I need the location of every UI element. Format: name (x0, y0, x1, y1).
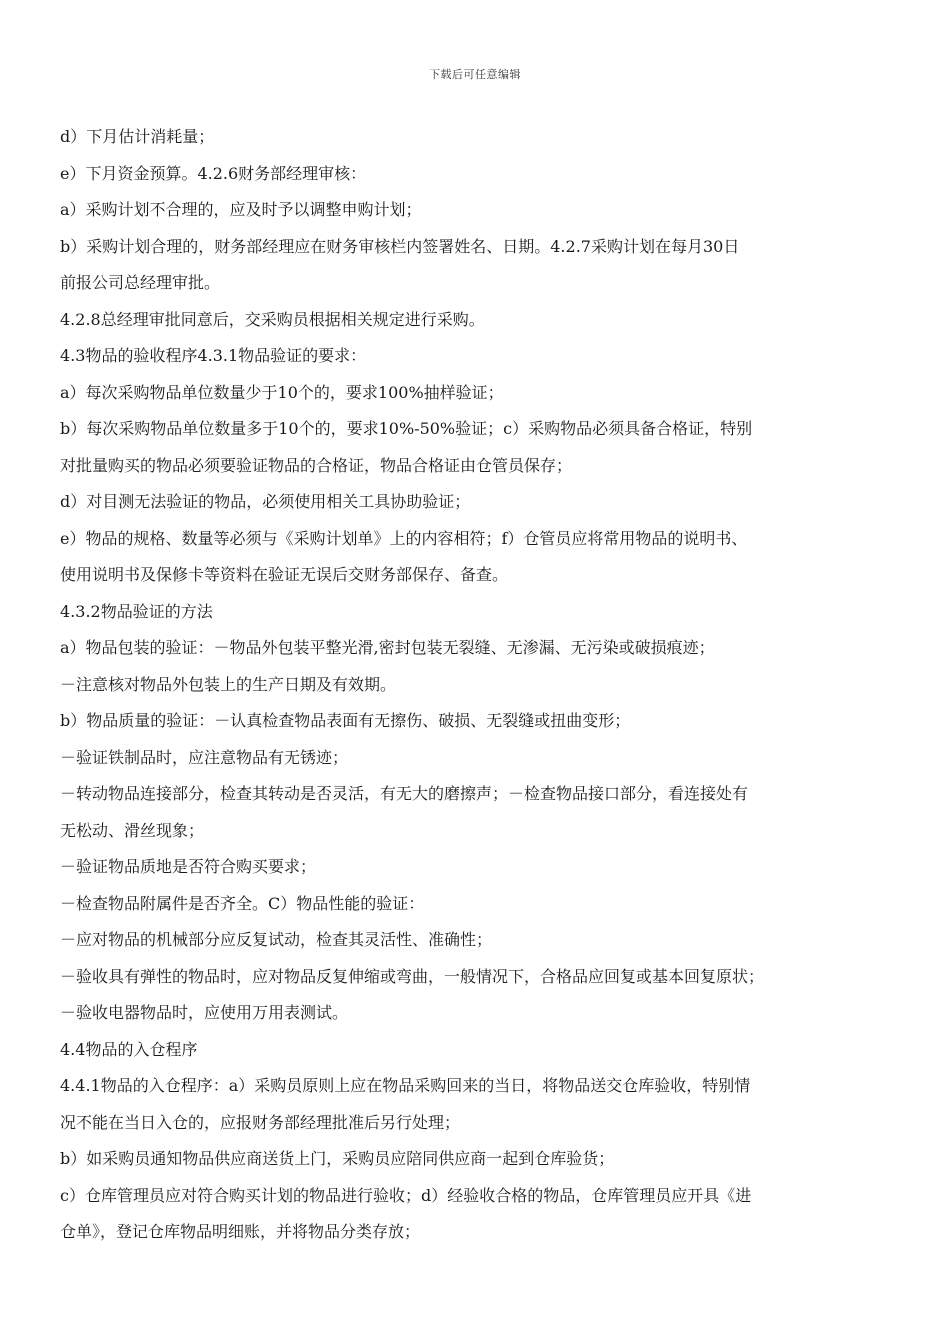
text-line: c）仓库管理员应对符合购买计划的物品进行验收；d）经验收合格的物品，仓库管理员应开具《进 (60, 1185, 752, 1205)
text-line: b）每次采购物品单位数量多于10个的，要求10%-50%验证；c）采购物品必须具备合格证，特别 (60, 419, 753, 438)
text-line: b）如采购员通知物品供应商送货上门，采购员应陪同供应商一起到仓库验货； (60, 1149, 615, 1168)
text-line: 前报公司总经理审批。 (60, 273, 221, 292)
text-line: 仓单》，登记仓库物品明细账，并将物品分类存放； (60, 1222, 421, 1241)
text-line: b）物品质量的验证：－认真检查物品表面有无擦伤、破损、无裂缝或扭曲变形； (60, 711, 631, 730)
text-line: －注意核对物品外包装上的生产日期及有效期。 (60, 674, 397, 694)
text-line: 使用说明书及保修卡等资料在验证无误后交财务部保存、备查。 (60, 565, 509, 584)
text-line: －验收电器物品时，应使用万用表测试。 (60, 1003, 349, 1022)
text-line: －应对物品的机械部分应反复试动，检查其灵活性、准确性； (60, 930, 493, 949)
text-line: －转动物品连接部分，检查其转动是否灵活，有无大的磨擦声；－检查物品接口部分，看连接处有 (60, 784, 749, 803)
text-line: －检查物品附属件是否齐全。C）物品性能的验证： (60, 893, 425, 913)
text-line: e）下月资金预算。4.2.6财务部经理审核： (60, 163, 367, 183)
text-line: 况不能在当日入仓的，应报财务部经理批准后另行处理； (60, 1112, 461, 1132)
page-header: 下载后可任意编辑 (429, 68, 521, 81)
text-line: e）物品的规格、数量等必须与《采购计划单》上的内容相符；f）仓管员应将常用物品的说明书、 (60, 528, 748, 548)
text-line: －验收具有弹性的物品时，应对物品反复伸缩或弯曲，一般情况下，合格品应回复或基本回复原状； (60, 966, 765, 986)
text-line: 4.3物品的验收程序4.3.1物品验证的要求： (60, 346, 367, 365)
text-line: 4.3.2物品验证的方法 (60, 601, 213, 621)
text-line: b）采购计划合理的，财务部经理应在财务审核栏内签署姓名、日期。4.2.7采购计划在每月30日 (60, 236, 740, 256)
text-line: 4.4物品的入仓程序 (60, 1039, 198, 1059)
text-line: －验证物品质地是否符合购买要求； (60, 857, 317, 876)
text-line: a）每次采购物品单位数量少于10个的，要求100%抽样验证； (60, 382, 504, 402)
document-body (60, 119, 892, 1251)
text-line: 无松动、滑丝现象； (60, 820, 205, 840)
text-line: 对批量购买的物品必须要验证物品的合格证，物品合格证由仓管员保存； (60, 455, 573, 475)
text-line: a）物品包装的验证：－物品外包装平整光滑,密封包装无裂缝、无渗漏、无污染或破损痕迹； (60, 638, 715, 657)
text-line: d）下月估计消耗量； (60, 127, 215, 146)
text-line: 4.4.1物品的入仓程序：a）采购员原则上应在物品采购回来的当日，将物品送交仓库验收，特别情 (60, 1076, 751, 1095)
text-line: a）采购计划不合理的，应及时予以调整申购计划； (60, 200, 422, 219)
text-line: －验证铁制品时，应注意物品有无锈迹； (60, 747, 349, 767)
text-line: d）对目测无法验证的物品，必须使用相关工具协助验证； (60, 492, 471, 511)
text-line: 4.2.8总经理审批同意后，交采购员根据相关规定进行采购。 (60, 309, 485, 329)
